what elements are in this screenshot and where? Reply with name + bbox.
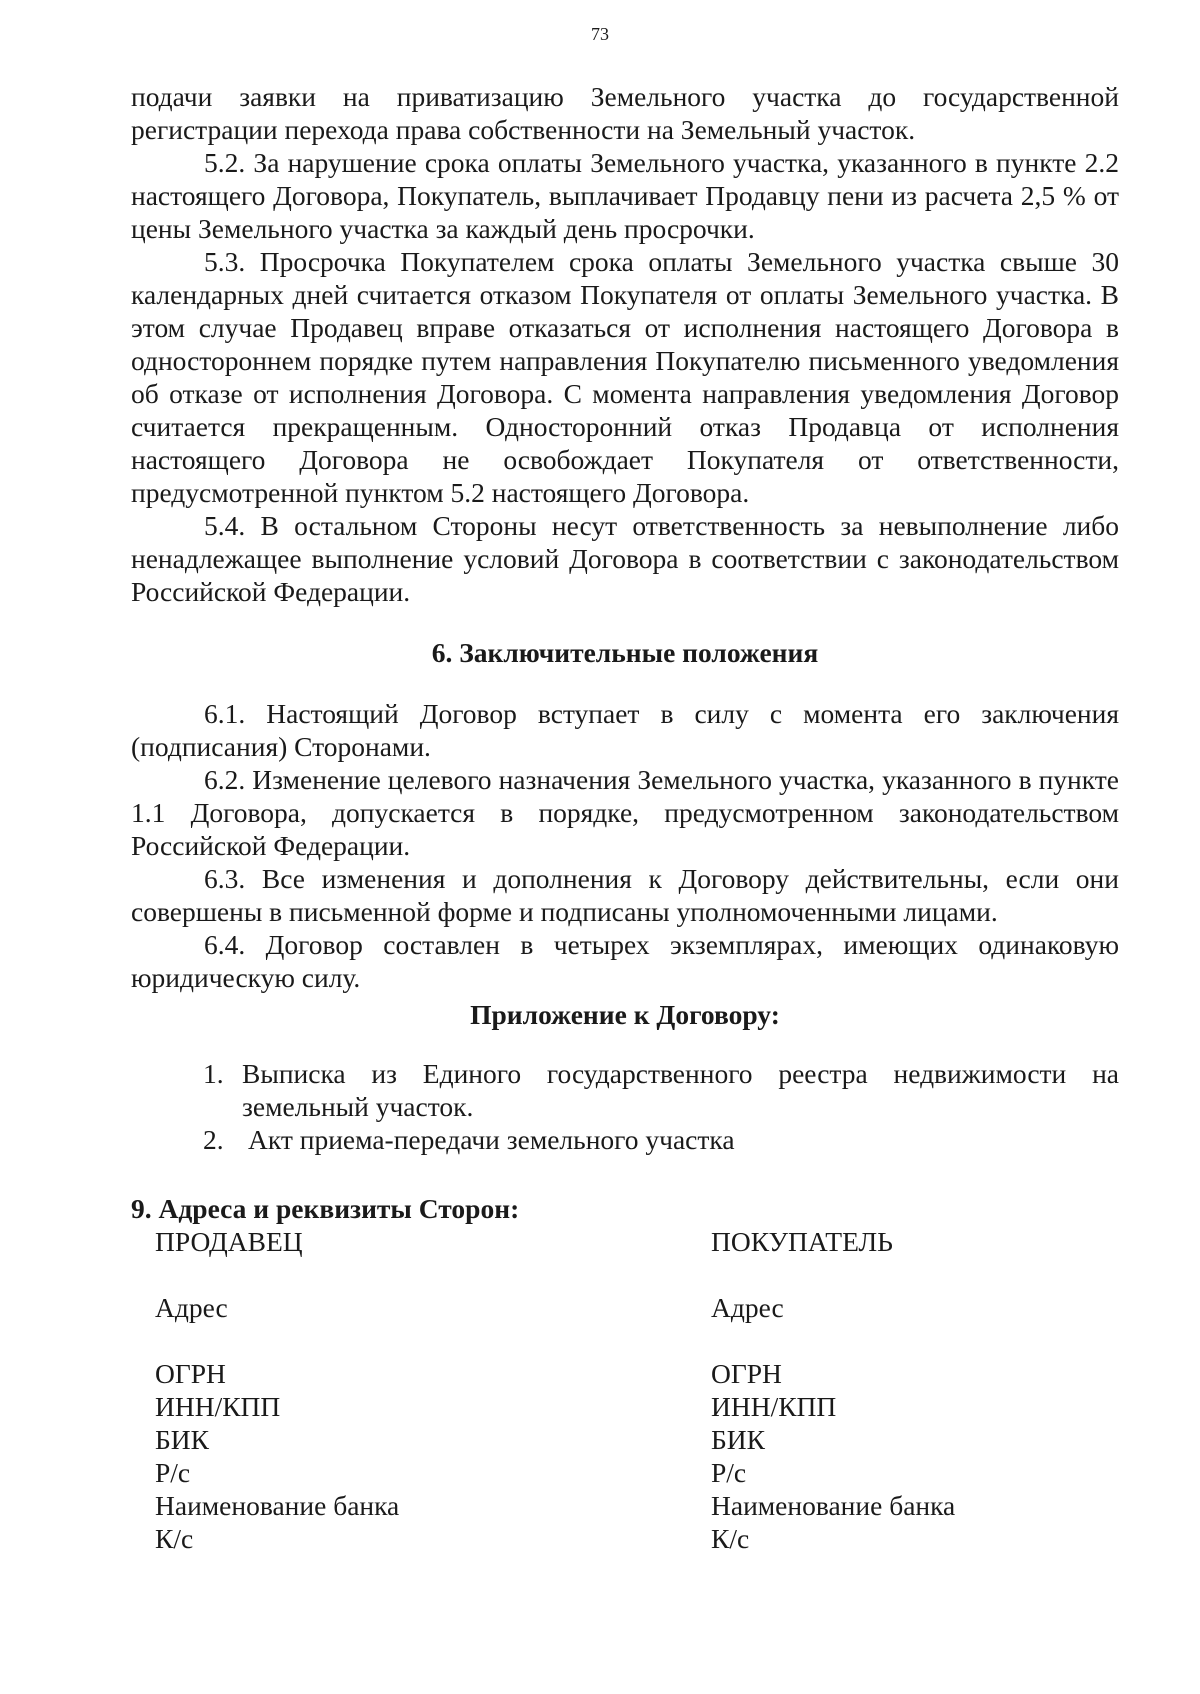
seller-bank-label: Наименование банка	[155, 1490, 400, 1521]
appendix-item	[131, 1123, 1119, 1156]
paragraph-6-1: 6.1. Настоящий Договор вступает в силу с момента его заключения (подписания) Сторонами.	[131, 698, 1119, 762]
seller-bik-label: БИК	[155, 1424, 209, 1455]
paragraph-5-4: 5.4. В остальном Стороны несут ответственность за невыполнение либо ненадлежащее выполнение условий Договора в соответствии с законодательством Российской Федерации.	[131, 510, 1119, 607]
appendix-item-text: Выписка из Единого государственного реестра недвижимости на земельный участок.	[242, 1058, 1119, 1122]
buyer-ks-label: К/с	[711, 1523, 750, 1554]
paragraph-6-3: 6.3. Все изменения и дополнения к Договору действительны, если они совершены в письменной форме и подписаны уполномоченными лицами.	[131, 863, 1119, 927]
requisites-heading: 9. Адреса и реквизиты Сторон:	[131, 1193, 520, 1224]
buyer-title: ПОКУПАТЕЛЬ	[711, 1226, 893, 1257]
buyer-rs-label: Р/с	[711, 1457, 747, 1488]
buyer-requisites	[711, 1225, 1131, 1555]
appendix-item-number: 1.	[203, 1058, 224, 1089]
seller-ogrn-label: ОГРН	[155, 1358, 226, 1389]
paragraph-5-1-continuation: подачи заявки на приватизацию Земельного участка до государственной регистрации перехода права собственности на Земельный участок.	[131, 81, 1119, 145]
seller-inn-kpp-label: ИНН/КПП	[155, 1391, 281, 1422]
appendix-item-text: Акт приема-передачи земельного участка	[248, 1124, 735, 1155]
seller-address-label: Адрес	[155, 1292, 228, 1323]
buyer-address-label: Адрес	[711, 1292, 784, 1323]
appendix-list	[131, 1057, 1119, 1156]
page-number: 73	[591, 24, 609, 44]
requisites-columns	[131, 1225, 1119, 1565]
seller-requisites	[155, 1225, 575, 1555]
seller-title: ПРОДАВЕЦ	[155, 1226, 303, 1257]
seller-ks-label: К/с	[155, 1523, 194, 1554]
appendix-item	[131, 1057, 1119, 1123]
buyer-inn-kpp-label: ИНН/КПП	[711, 1391, 837, 1422]
paragraph-6-2: 6.2. Изменение целевого назначения Земельного участка, указанного в пункте 1.1 Договора, допускается в порядке, предусмотренном законодательством Российской Федерации.	[131, 764, 1119, 861]
document-body	[131, 80, 1119, 1565]
appendix-heading: Приложение к Договору:	[470, 999, 780, 1030]
paragraph-6-4: 6.4. Договор составлен в четырех экземплярах, имеющих одинаковую юридическую силу.	[131, 929, 1119, 993]
buyer-ogrn-label: ОГРН	[711, 1358, 782, 1389]
seller-rs-label: Р/с	[155, 1457, 191, 1488]
paragraph-5-3: 5.3. Просрочка Покупателем срока оплаты Земельного участка свыше 30 календарных дней считается отказом Покупателя от оплаты Земельного участка. В этом случае Продавец вправе отказаться от исполнения настоящего Договора в одностороннем порядке путем направления Покупателю письменного уведомления об отказе от исполнения Договора. С момента направления уведомления Договор считается прекращенным. Односторонний отказ Продавца от исполнения настоящего Договора не освобождает Покупателя от ответственности, предусмотренной пунктом 5.2 настоящего Договора.	[131, 246, 1119, 508]
buyer-bik-label: БИК	[711, 1424, 765, 1455]
buyer-bank-label: Наименование банка	[711, 1490, 956, 1521]
section-6-heading: 6. Заключительные положения	[431, 637, 819, 668]
paragraph-5-2: 5.2. За нарушение срока оплаты Земельного участка, указанного в пункте 2.2 настоящего Договора, Покупатель, выплачивает Продавцу пени из расчета 2,5 % от цены Земельного участка за каждый день просрочки.	[131, 147, 1119, 244]
appendix-item-number: 2.	[203, 1124, 224, 1155]
